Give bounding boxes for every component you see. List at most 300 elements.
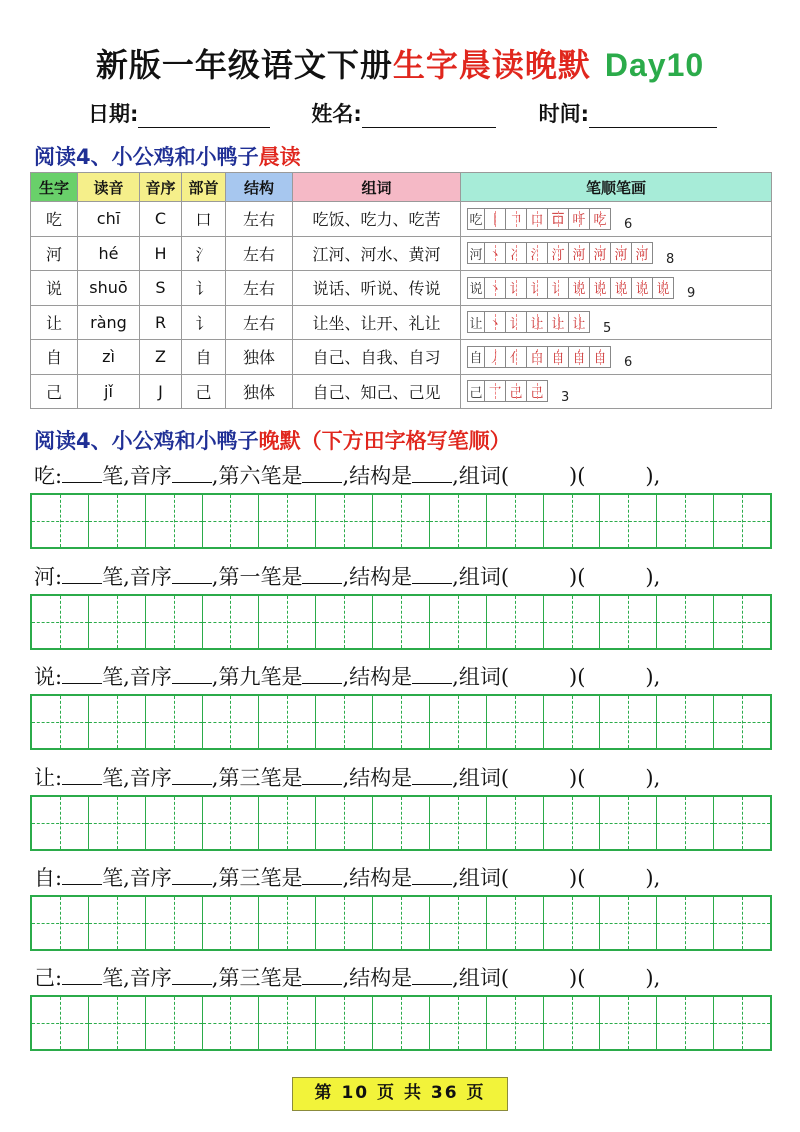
- stroke-box: 自: [467, 346, 485, 368]
- comma: ,: [342, 866, 350, 890]
- question-char: 自: [34, 866, 55, 890]
- stroke-box: 河: [610, 242, 632, 264]
- cell-strokes: [461, 340, 772, 375]
- tianzige-cell[interactable]: [714, 997, 770, 1049]
- tianzige-cell[interactable]: [146, 897, 203, 949]
- tianzige-cell[interactable]: [714, 596, 770, 648]
- tianzige-cell[interactable]: [657, 897, 714, 949]
- tianzige-cell[interactable]: [544, 495, 601, 547]
- comma: ,: [211, 565, 219, 589]
- table-row: [31, 202, 772, 237]
- paren-mid: )(: [569, 565, 586, 589]
- stroke-box: 说: [589, 277, 611, 299]
- tianzige-cell[interactable]: [316, 495, 373, 547]
- tianzige-cell[interactable]: [32, 997, 89, 1049]
- label-structure: 结构是: [349, 966, 413, 990]
- stroke-box: 吀: [568, 208, 590, 230]
- stroke-box: 吃: [467, 208, 485, 230]
- table-row: [31, 236, 772, 271]
- answer-blank[interactable]: [302, 965, 342, 985]
- answer-blank[interactable]: [412, 865, 452, 885]
- cell-strokes: [461, 271, 772, 306]
- cell-structure: 左右: [226, 305, 293, 340]
- cell-pinyin: chī: [78, 202, 140, 237]
- label-structure: 结构是: [349, 766, 413, 790]
- cell-radical: 口: [182, 202, 226, 237]
- tianzige-cell[interactable]: [203, 696, 260, 748]
- tianzige-cell[interactable]: [657, 797, 714, 849]
- stroke-box: 丶: [484, 277, 506, 299]
- header-strokes: 笔顺笔画: [461, 173, 772, 202]
- cell-strokes: [461, 305, 772, 340]
- answer-blank[interactable]: [62, 865, 102, 885]
- comma: ,: [342, 565, 350, 589]
- label-stroke-ordinal: 第三笔是: [218, 766, 303, 790]
- answer-blank[interactable]: [302, 865, 342, 885]
- tianzige-cell[interactable]: [600, 997, 657, 1049]
- answer-blank[interactable]: [302, 463, 342, 483]
- answer-blank[interactable]: [62, 664, 102, 684]
- tianzige-cell[interactable]: [32, 797, 89, 849]
- cell-order: Z: [140, 340, 182, 375]
- answer-blank[interactable]: [172, 664, 212, 684]
- tianzige-cell[interactable]: [657, 495, 714, 547]
- stroke-box: 己: [505, 380, 527, 402]
- table-header-row: [31, 173, 772, 202]
- cell-structure: 左右: [226, 236, 293, 271]
- stroke-box: 让: [526, 311, 548, 333]
- label-words: 组词(: [458, 464, 510, 488]
- tianzige-grid: [30, 995, 772, 1051]
- time-field[interactable]: [539, 98, 748, 128]
- comma: ,: [211, 966, 219, 990]
- label-stroke-ordinal: 第三笔是: [218, 866, 303, 890]
- paren-mid: )(: [569, 866, 586, 890]
- tianzige-cell[interactable]: [32, 495, 89, 547]
- label-stroke-ordinal: 第一笔是: [218, 565, 303, 589]
- tianzige-cell[interactable]: [544, 897, 601, 949]
- tianzige-cell[interactable]: [373, 797, 430, 849]
- label-order: 音序: [129, 464, 172, 488]
- tianzige-cell[interactable]: [89, 495, 146, 547]
- cell-words: 自己、自我、自习: [293, 340, 461, 375]
- date-line[interactable]: [138, 106, 270, 128]
- answer-blank[interactable]: [302, 765, 342, 785]
- label-strokes: 笔,: [102, 866, 130, 890]
- cell-char: 自: [31, 340, 78, 375]
- tianzige-cell[interactable]: [657, 997, 714, 1049]
- tianzige-cell[interactable]: [373, 596, 430, 648]
- comma: ,: [452, 866, 459, 890]
- tianzige-cell[interactable]: [203, 797, 260, 849]
- stroke-box: 亻: [505, 346, 527, 368]
- cell-radical: 己: [182, 374, 226, 409]
- label-stroke-ordinal: 第六笔是: [218, 464, 303, 488]
- header-words: 组词: [293, 173, 461, 202]
- comma: ,: [342, 766, 350, 790]
- section-morning-tag: 晨读: [258, 145, 301, 169]
- paren-end: ),: [645, 464, 661, 488]
- header-order: 音序: [140, 173, 182, 202]
- tianzige-cell[interactable]: [600, 596, 657, 648]
- tianzige-cell[interactable]: [203, 495, 260, 547]
- label-strokes: 笔,: [102, 565, 130, 589]
- time-label: 时间:: [538, 102, 590, 126]
- label-strokes: 笔,: [102, 766, 130, 790]
- cell-structure: 独体: [226, 340, 293, 375]
- tianzige-cell[interactable]: [430, 797, 487, 849]
- answer-blank[interactable]: [62, 765, 102, 785]
- question-char: 己: [34, 966, 55, 990]
- label-order: 音序: [129, 766, 172, 790]
- tianzige-cell[interactable]: [714, 696, 770, 748]
- stroke-box: 冫: [505, 242, 527, 264]
- cell-pinyin: jǐ: [78, 374, 140, 409]
- colon: :: [55, 766, 63, 790]
- header-radical: 部首: [182, 173, 226, 202]
- tianzige-cell[interactable]: [430, 897, 487, 949]
- cell-words: 江河、河水、黄河: [293, 236, 461, 271]
- comma: ,: [452, 665, 459, 689]
- stroke-count: 6: [624, 217, 633, 233]
- header-structure: 结构: [226, 173, 293, 202]
- stroke-box: 说: [610, 277, 632, 299]
- tianzige-cell[interactable]: [316, 596, 373, 648]
- paren-mid: )(: [569, 766, 586, 790]
- tianzige-grid: [30, 493, 772, 549]
- colon: :: [55, 866, 63, 890]
- paren-mid: )(: [569, 665, 586, 689]
- tianzige-cell[interactable]: [32, 897, 89, 949]
- label-strokes: 笔,: [102, 665, 130, 689]
- tianzige-cell[interactable]: [259, 696, 316, 748]
- tianzige-cell[interactable]: [259, 897, 316, 949]
- cell-structure: 独体: [226, 374, 293, 409]
- table-row: [31, 374, 772, 409]
- stroke-box: 讠: [505, 277, 527, 299]
- stroke-box: 白: [526, 346, 548, 368]
- tianzige-cell[interactable]: [373, 897, 430, 949]
- stroke-box: 河: [631, 242, 653, 264]
- tianzige-grid: [30, 594, 772, 650]
- tianzige-cell[interactable]: [373, 997, 430, 1049]
- tianzige-cell[interactable]: [714, 797, 770, 849]
- stroke-box: 自: [547, 346, 569, 368]
- label-words: 组词(: [458, 665, 510, 689]
- name-label: 姓名:: [311, 102, 362, 126]
- answer-blank[interactable]: [412, 564, 452, 584]
- tianzige-cell[interactable]: [89, 696, 146, 748]
- colon: :: [55, 565, 63, 589]
- section-morning-title: 阅读4、小公鸡和小鸭子: [34, 145, 259, 169]
- answer-blank[interactable]: [172, 463, 212, 483]
- answer-blank[interactable]: [172, 965, 212, 985]
- label-order: 音序: [129, 866, 172, 890]
- tianzige-cell[interactable]: [259, 797, 316, 849]
- section-morning-heading: [34, 141, 301, 171]
- tianzige-grid: [30, 694, 772, 750]
- name-line[interactable]: [362, 106, 496, 128]
- tianzige-cell[interactable]: [146, 696, 203, 748]
- tianzige-cell[interactable]: [430, 997, 487, 1049]
- tianzige-cell[interactable]: [544, 596, 601, 648]
- comma: ,: [211, 665, 219, 689]
- tianzige-cell[interactable]: [487, 897, 544, 949]
- stroke-box: 说: [467, 277, 485, 299]
- answer-blank[interactable]: [172, 865, 212, 885]
- question-char: 河: [34, 565, 55, 589]
- tianzige-cell[interactable]: [146, 596, 203, 648]
- tianzige-cell[interactable]: [430, 495, 487, 547]
- stroke-box: 讠: [505, 311, 527, 333]
- comma: ,: [342, 665, 350, 689]
- cell-strokes: [461, 236, 772, 271]
- cell-pinyin: zì: [78, 340, 140, 375]
- comma: ,: [452, 966, 459, 990]
- question-line: [34, 862, 782, 892]
- stroke-box: 说: [652, 277, 674, 299]
- tianzige-cell[interactable]: [487, 495, 544, 547]
- cell-char: 吃: [31, 202, 78, 237]
- cell-order: J: [140, 374, 182, 409]
- comma: ,: [211, 866, 219, 890]
- colon: :: [55, 665, 63, 689]
- cell-pinyin: shuō: [78, 271, 140, 306]
- stroke-box: 自: [589, 346, 611, 368]
- paren-end: ),: [645, 766, 661, 790]
- tianzige-cell[interactable]: [259, 495, 316, 547]
- stroke-box: 说: [631, 277, 653, 299]
- stroke-box: 说: [568, 277, 590, 299]
- time-line[interactable]: [589, 106, 717, 128]
- header-char: 生字: [31, 173, 78, 202]
- tianzige-cell[interactable]: [146, 495, 203, 547]
- tianzige-cell[interactable]: [89, 596, 146, 648]
- tianzige-grid: [30, 795, 772, 851]
- cell-radical: 讠: [182, 271, 226, 306]
- answer-blank[interactable]: [62, 965, 102, 985]
- colon: :: [55, 464, 63, 488]
- tianzige-cell[interactable]: [600, 897, 657, 949]
- stroke-box: 汀: [547, 242, 569, 264]
- cell-radical: 氵: [182, 236, 226, 271]
- stroke-box: 河: [467, 242, 485, 264]
- label-structure: 结构是: [349, 464, 413, 488]
- answer-blank[interactable]: [412, 463, 452, 483]
- section-evening-heading: [34, 425, 511, 455]
- question-line: [34, 962, 782, 992]
- comma: ,: [452, 565, 459, 589]
- answer-blank[interactable]: [412, 765, 452, 785]
- paren-end: ),: [645, 866, 661, 890]
- tianzige-cell[interactable]: [316, 797, 373, 849]
- answer-blank[interactable]: [172, 564, 212, 584]
- tianzige-cell[interactable]: [544, 696, 601, 748]
- cell-pinyin: ràng: [78, 305, 140, 340]
- tianzige-cell[interactable]: [203, 997, 260, 1049]
- stroke-box: 乛: [484, 380, 506, 402]
- stroke-count: 8: [666, 251, 675, 267]
- tianzige-cell[interactable]: [487, 596, 544, 648]
- cell-strokes: [461, 374, 772, 409]
- answer-blank[interactable]: [62, 564, 102, 584]
- label-structure: 结构是: [349, 565, 413, 589]
- paren-end: ),: [645, 665, 661, 689]
- tianzige-cell[interactable]: [373, 495, 430, 547]
- table-row: [31, 305, 772, 340]
- cell-order: H: [140, 236, 182, 271]
- page-title: [0, 40, 800, 86]
- date-field[interactable]: [88, 98, 307, 128]
- stroke-box: 河: [589, 242, 611, 264]
- cell-words: 让坐、让开、礼让: [293, 305, 461, 340]
- label-stroke-ordinal: 第九笔是: [218, 665, 303, 689]
- tianzige-cell[interactable]: [316, 897, 373, 949]
- label-order: 音序: [129, 665, 172, 689]
- title-day: Day10: [604, 47, 705, 83]
- cell-strokes: [461, 202, 772, 237]
- answer-blank[interactable]: [412, 965, 452, 985]
- tianzige-cell[interactable]: [89, 997, 146, 1049]
- title-main: 新版一年级语文下册: [95, 46, 393, 84]
- stroke-box: 丶: [484, 242, 506, 264]
- tianzige-cell[interactable]: [316, 997, 373, 1049]
- label-order: 音序: [129, 966, 172, 990]
- tianzige-cell[interactable]: [544, 997, 601, 1049]
- label-words: 组词(: [458, 766, 510, 790]
- cell-order: R: [140, 305, 182, 340]
- comma: ,: [452, 464, 459, 488]
- tianzige-cell[interactable]: [544, 797, 601, 849]
- tianzige-cell[interactable]: [600, 797, 657, 849]
- stroke-box: 丶: [484, 311, 506, 333]
- tianzige-cell[interactable]: [203, 897, 260, 949]
- tianzige-cell[interactable]: [714, 495, 770, 547]
- tianzige-cell[interactable]: [714, 897, 770, 949]
- cell-char: 河: [31, 236, 78, 271]
- label-structure: 结构是: [349, 866, 413, 890]
- tianzige-cell[interactable]: [32, 696, 89, 748]
- cell-order: C: [140, 202, 182, 237]
- tianzige-cell[interactable]: [32, 596, 89, 648]
- stroke-count: 9: [687, 286, 696, 302]
- character-table: [30, 172, 772, 409]
- paren-mid: )(: [569, 464, 586, 488]
- stroke-box: 吃: [589, 208, 611, 230]
- comma: ,: [342, 464, 350, 488]
- tianzige-cell[interactable]: [373, 696, 430, 748]
- question-char: 吃: [34, 464, 55, 488]
- cell-char: 己: [31, 374, 78, 409]
- label-words: 组词(: [458, 866, 510, 890]
- stroke-box: 己: [526, 380, 548, 402]
- tianzige-cell[interactable]: [657, 596, 714, 648]
- cell-radical: 自: [182, 340, 226, 375]
- table-row: [31, 271, 772, 306]
- tianzige-cell[interactable]: [487, 997, 544, 1049]
- stroke-box: 𠮛: [547, 208, 569, 230]
- cell-structure: 左右: [226, 202, 293, 237]
- stroke-box: 口: [526, 208, 548, 230]
- tianzige-cell[interactable]: [600, 696, 657, 748]
- section-evening-tag: 晚默（下方田字格写笔顺）: [258, 429, 511, 453]
- date-label: 日期:: [88, 102, 139, 126]
- cell-words: 说话、听说、传说: [293, 271, 461, 306]
- cell-radical: 讠: [182, 305, 226, 340]
- tianzige-cell[interactable]: [316, 696, 373, 748]
- label-strokes: 笔,: [102, 966, 130, 990]
- cell-pinyin: hé: [78, 236, 140, 271]
- question-line: [34, 661, 782, 691]
- label-words: 组词(: [458, 966, 510, 990]
- stroke-box: 让: [568, 311, 590, 333]
- tianzige-cell[interactable]: [89, 897, 146, 949]
- stroke-box: 自: [568, 346, 590, 368]
- answer-blank[interactable]: [302, 664, 342, 684]
- tianzige-cell[interactable]: [487, 797, 544, 849]
- page-number: 第 10 页 共 36 页: [292, 1077, 508, 1111]
- tianzige-cell[interactable]: [203, 596, 260, 648]
- answer-blank[interactable]: [172, 765, 212, 785]
- table-row: [31, 340, 772, 375]
- stroke-count: 3: [561, 389, 570, 405]
- tianzige-cell[interactable]: [146, 997, 203, 1049]
- tianzige-cell[interactable]: [430, 696, 487, 748]
- info-row: [88, 98, 748, 128]
- comma: ,: [211, 766, 219, 790]
- stroke-box: 𠃍: [505, 208, 527, 230]
- tianzige-cell[interactable]: [600, 495, 657, 547]
- question-line: [34, 460, 782, 490]
- answer-blank[interactable]: [62, 463, 102, 483]
- answer-blank[interactable]: [302, 564, 342, 584]
- stroke-box: 让: [547, 311, 569, 333]
- tianzige-cell[interactable]: [259, 997, 316, 1049]
- comma: ,: [452, 766, 459, 790]
- name-field[interactable]: [311, 98, 532, 128]
- colon: :: [55, 966, 63, 990]
- stroke-box: 河: [568, 242, 590, 264]
- paren-end: ),: [645, 565, 661, 589]
- tianzige-grid: [30, 895, 772, 951]
- comma: ,: [342, 966, 350, 990]
- tianzige-cell[interactable]: [89, 797, 146, 849]
- answer-blank[interactable]: [412, 664, 452, 684]
- stroke-box: 己: [467, 380, 485, 402]
- stroke-box: 讠: [547, 277, 569, 299]
- stroke-count: 5: [603, 320, 612, 336]
- question-line: [34, 561, 782, 591]
- comma: ,: [211, 464, 219, 488]
- paren-mid: )(: [569, 966, 586, 990]
- stroke-box: 丿: [484, 346, 506, 368]
- label-structure: 结构是: [349, 665, 413, 689]
- tianzige-cell[interactable]: [259, 596, 316, 648]
- tianzige-cell[interactable]: [146, 797, 203, 849]
- label-stroke-ordinal: 第三笔是: [218, 966, 303, 990]
- tianzige-cell[interactable]: [430, 596, 487, 648]
- cell-words: 吃饭、吃力、吃苦: [293, 202, 461, 237]
- stroke-box: 丨: [484, 208, 506, 230]
- stroke-box: 让: [467, 311, 485, 333]
- label-strokes: 笔,: [102, 464, 130, 488]
- stroke-box: 讠: [526, 277, 548, 299]
- question-char: 说: [34, 665, 55, 689]
- paren-end: ),: [645, 966, 661, 990]
- tianzige-cell[interactable]: [657, 696, 714, 748]
- stroke-count: 6: [624, 355, 633, 371]
- tianzige-cell[interactable]: [487, 696, 544, 748]
